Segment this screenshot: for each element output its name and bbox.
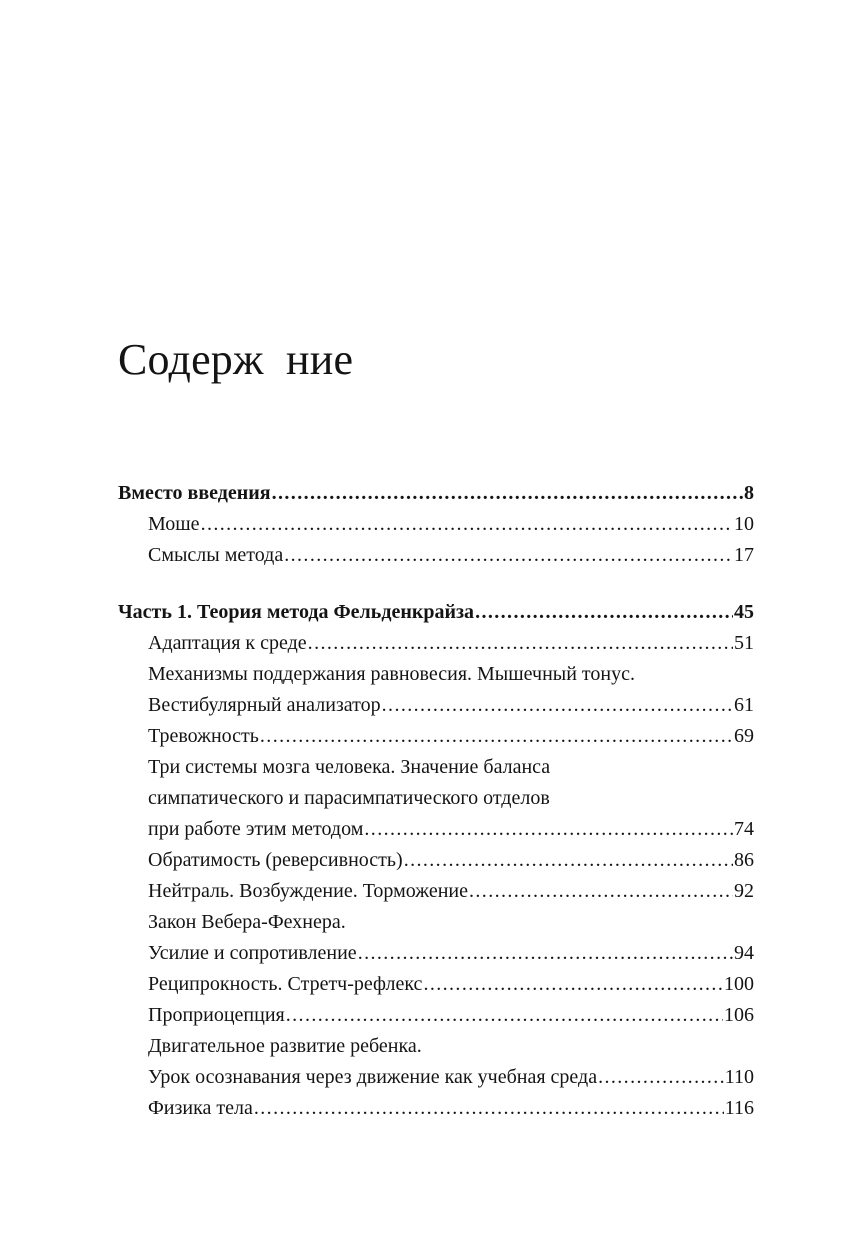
- toc-chapter-entry[interactable]: [148, 1093, 754, 1124]
- toc-chapter-entry[interactable]: [148, 1031, 754, 1093]
- toc-page-number: 94: [734, 942, 754, 964]
- toc-entry-title: Урок осознавания через движение как учебная среда: [148, 1066, 598, 1088]
- toc-entry-title: Проприоцепция: [148, 1004, 285, 1026]
- toc-section: [118, 597, 754, 1124]
- toc-page-number: 10: [734, 513, 754, 535]
- toc-page-number: 106: [724, 1004, 754, 1026]
- dot-leader: [272, 478, 743, 509]
- toc-section: [118, 478, 754, 571]
- toc-entry-title: Усилие и сопротивление: [148, 942, 357, 964]
- toc-entry-title: Вместо введения: [118, 482, 271, 504]
- toc-entry-title: Три системы мозга человека. Значение баланса: [148, 756, 551, 778]
- toc-entry-title: Тревожность: [148, 725, 259, 747]
- toc-chapter-entry[interactable]: [148, 752, 754, 845]
- toc-entry-title: Механизмы поддержания равновесия. Мышечный тонус.: [148, 663, 635, 685]
- toc-entry-title: Часть 1. Теория метода Фельденкрайза: [118, 601, 475, 623]
- dot-leader: [308, 628, 733, 659]
- toc-chapter-entry[interactable]: [148, 721, 754, 752]
- toc-part-entry[interactable]: [118, 597, 754, 628]
- dot-leader: [475, 597, 733, 628]
- toc-entry-title: симпатического и парасимпатического отделов: [148, 787, 550, 809]
- toc-entry-title: Вестибулярный анализатор: [148, 694, 381, 716]
- toc-page-number: 110: [724, 1066, 754, 1088]
- page-title: Содерж ние: [118, 335, 354, 384]
- toc-entry-title: Смыслы метода: [148, 544, 284, 566]
- toc-part-entry[interactable]: [118, 478, 754, 509]
- toc-chapter-entry[interactable]: [148, 1000, 754, 1031]
- toc-chapter-entry[interactable]: [148, 509, 754, 540]
- toc-page-number: 116: [724, 1097, 754, 1119]
- toc-page-number: 8: [744, 482, 754, 504]
- dot-leader: [254, 1093, 724, 1124]
- toc-entry-title: Обратимость (реверсивность): [148, 849, 403, 871]
- dot-leader: [358, 938, 733, 969]
- dot-leader: [284, 540, 733, 571]
- toc-page-number: 69: [734, 725, 754, 747]
- toc-chapter-entry[interactable]: [148, 628, 754, 659]
- toc-page-number: 74: [734, 818, 754, 840]
- dot-leader: [404, 845, 733, 876]
- dot-leader: [201, 509, 733, 540]
- toc-chapter-entry[interactable]: [148, 540, 754, 571]
- toc-entry-title: Закон Вебера-Фехнера.: [148, 911, 346, 933]
- toc-chapter-entry[interactable]: [148, 659, 754, 721]
- toc-entry-title: при работе этим методом: [148, 818, 364, 840]
- toc-page-number: 45: [734, 601, 754, 623]
- toc-page-number: 92: [734, 880, 754, 902]
- toc-entry-title: Нейтраль. Возбуждение. Торможение: [148, 880, 468, 902]
- table-of-contents: [118, 478, 754, 1124]
- dot-leader: [286, 1000, 723, 1031]
- toc-entry-title: Двигательное развитие ребенка.: [148, 1035, 422, 1057]
- dot-leader: [260, 721, 733, 752]
- toc-chapter-entry[interactable]: [148, 845, 754, 876]
- toc-page-number: 61: [734, 694, 754, 716]
- dot-leader: [598, 1062, 724, 1093]
- toc-page-number: 17: [734, 544, 754, 566]
- toc-page-number: 51: [734, 632, 754, 654]
- toc-chapter-entry[interactable]: [148, 876, 754, 907]
- toc-chapter-entry[interactable]: [148, 969, 754, 1000]
- dot-leader: [423, 969, 723, 1000]
- dot-leader: [364, 814, 733, 845]
- toc-entry-title: Реципрокность. Стретч-рефлекс: [148, 973, 423, 995]
- toc-entry-title: Моше: [148, 513, 200, 535]
- toc-chapter-entry[interactable]: [148, 907, 754, 969]
- toc-entry-title: Адаптация к среде: [148, 632, 307, 654]
- toc-page-number: 86: [734, 849, 754, 871]
- dot-leader: [382, 690, 733, 721]
- toc-entry-title: Физика тела: [148, 1097, 253, 1119]
- toc-page-number: 100: [724, 973, 754, 995]
- dot-leader: [469, 876, 733, 907]
